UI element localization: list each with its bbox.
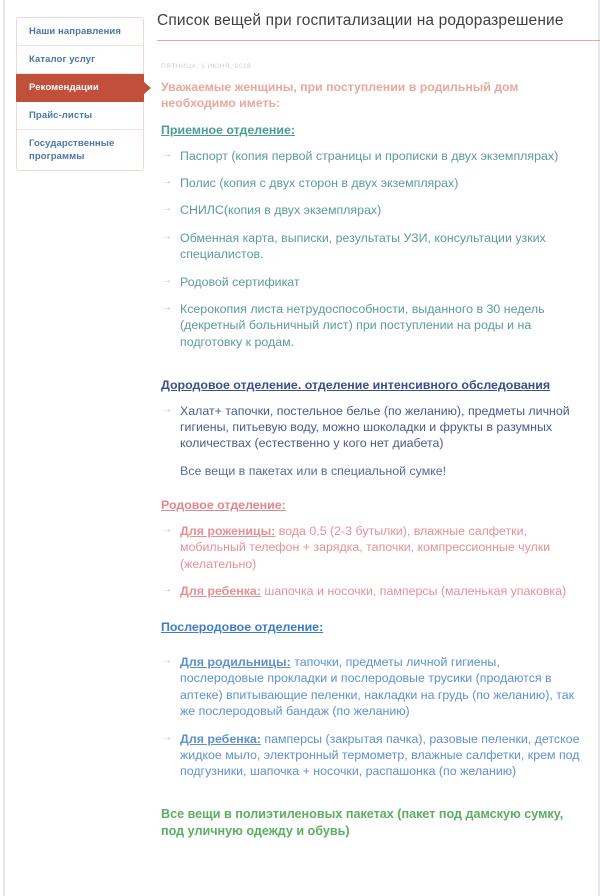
active-pointer-icon: [144, 82, 151, 94]
list-item-text: СНИЛС(копия в двух экземплярах): [180, 203, 382, 218]
section-heading-postnatal: Послеродовое отделение:: [161, 620, 324, 635]
list-item-text: Халат+ тапочки, постельное белье (по желанию), предметы личной гигиены, питьевую воду, можно шоколадки и фрукты в разумных количествах (естественно у кого нет диабета): [180, 403, 570, 451]
sidebar-item-label: Наши направления: [29, 26, 122, 37]
list-item-text: памперсы (закрытая пачка), разовые пеленки, детское жидкое мыло, электронный термометр, влажные салфетки, крем под подгузники, шапочка + носочки, распашонка (по желанию): [180, 731, 580, 779]
list-item: [161, 523, 586, 572]
section-spacer: [157, 361, 586, 377]
list-item-label: Для роженицы:: [180, 523, 276, 538]
list-item: [161, 202, 586, 218]
list-item-text: Полис (копия с двух сторон в двух экземплярах): [180, 175, 459, 190]
list-item-text: шапочка и носочки, памперсы (маленькая упаковка): [264, 584, 567, 598]
final-note: Все вещи в полиэтиленовых пакетах (пакет под дамскую сумку, под уличную одежду и обувь): [161, 806, 564, 838]
arrow-right-icon: →: [162, 148, 172, 160]
article-intro: Уважаемые женщины, при поступлении в родильный дом необходимо иметь:: [161, 80, 519, 110]
sidebar-nav-card: [16, 17, 144, 171]
sidebar-item-recommendations[interactable]: [16, 74, 144, 102]
section-heading-prenatal: Дородовое отделение. отделение интенсивного обследования: [161, 378, 551, 393]
list-item: [161, 731, 586, 780]
sidebar-item-label: Каталог услуг: [29, 54, 96, 65]
postnatal-items-list: [157, 654, 586, 780]
post-date: ПЯТНИЦА, 1 ИЮНЯ, 2018: [161, 63, 252, 70]
list-item: [161, 583, 586, 599]
list-item-text: Ксерокопия листа нетрудоспособности, выданного в 30 недель (декретный больничный лист) при поступлении на роды и на подготовку к родам.: [180, 301, 545, 349]
list-item: [161, 175, 586, 191]
arrow-right-icon: →: [162, 230, 172, 242]
page-title: Список вещей при госпитализации на родоразрешение: [157, 12, 564, 29]
list-item: [161, 403, 586, 452]
list-item: [161, 148, 586, 164]
sidebar-item-label: Рекомендации: [29, 82, 99, 93]
section-heading-delivery: Родовое отделение:: [161, 498, 286, 513]
delivery-items-list: [157, 523, 586, 600]
prenatal-items-list: [157, 403, 586, 452]
list-item: [161, 274, 586, 290]
list-item-text: вода 0,5 (2-3 бутылки), влажные салфетки, мобильный телефон + зарядка, тапочки, компрессионные чулки (желательно): [180, 523, 551, 571]
sidebar-item-our-directions[interactable]: [17, 18, 143, 46]
list-item-label: Для ребенка:: [180, 731, 261, 746]
arrow-right-icon: →: [162, 403, 172, 415]
section-spacer: [157, 610, 586, 619]
list-item-label: Для родильницы:: [180, 654, 291, 669]
list-item: [161, 654, 586, 720]
list-item-text: Обменная карта, выписки, результаты УЗИ, консультации узких специалистов.: [180, 230, 546, 262]
sidebar-item-service-catalog[interactable]: [17, 46, 143, 74]
sidebar-item-state-programs[interactable]: [17, 130, 143, 170]
arrow-right-icon: →: [162, 175, 172, 187]
arrow-right-icon: →: [162, 731, 172, 743]
arrow-right-icon: →: [162, 203, 172, 215]
list-item-label: Для ребенка:: [180, 584, 261, 598]
arrow-right-icon: →: [162, 654, 172, 666]
section-heading-admission: Приемное отделение:: [161, 123, 296, 137]
sidebar-item-price-lists[interactable]: [17, 102, 143, 130]
arrow-right-icon: →: [162, 584, 172, 595]
sidebar-item-label: Государственные программы: [29, 138, 115, 162]
title-divider: [157, 40, 600, 41]
list-item-text: тапочки, предметы личной гигиены, послеродовые прокладки и послеродовые трусики (продаются в аптеке) впитывающие пеленки, накладки на грудь (по желанию), так же послеродовый бандаж (по желанию): [180, 654, 575, 719]
list-item: [161, 301, 586, 350]
list-item-text: Паспорт (копия первой страницы и прописки в двух экземплярах): [180, 148, 559, 163]
sidebar: [0, 0, 150, 171]
list-item: [161, 230, 586, 263]
admission-items-list: [157, 148, 586, 351]
arrow-right-icon: →: [162, 301, 172, 313]
sidebar-item-label: Прайс-листы: [29, 110, 93, 121]
arrow-right-icon: →: [162, 274, 172, 286]
article-main: [150, 0, 600, 840]
heading-spacer: [157, 645, 586, 654]
list-item-text: Родовой сертификат: [180, 274, 300, 289]
arrow-right-icon: →: [162, 523, 172, 535]
prenatal-note: Все вещи в пакетах или в специальной сумке!: [180, 463, 447, 478]
